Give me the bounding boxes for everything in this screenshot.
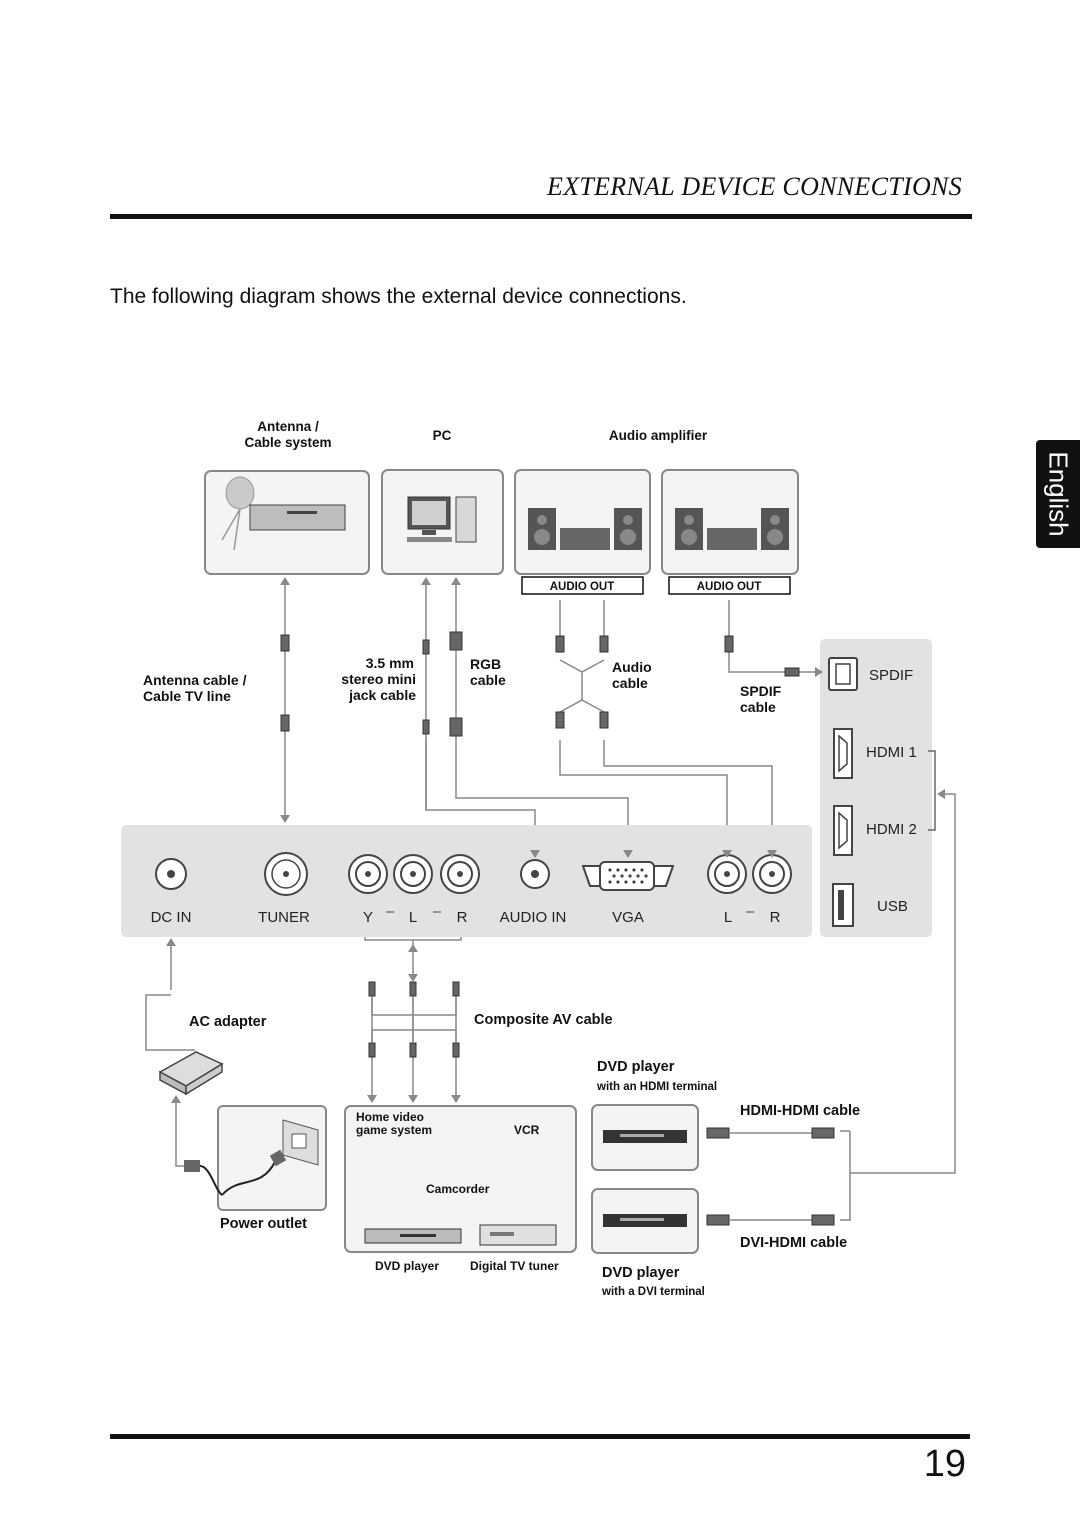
- audio-cable-label-2: cable: [612, 675, 648, 691]
- audio-in-jack[interactable]: [521, 860, 549, 888]
- section-title: EXTERNAL DEVICE CONNECTIONS: [547, 172, 962, 201]
- tuner-label: TUNER: [258, 909, 310, 926]
- dvd-hdmi-sublabel: with an HDMI terminal: [597, 1081, 718, 1093]
- digital-tv-tuner-label: Digital TV tuner: [470, 1259, 559, 1273]
- vcr-label: VCR: [514, 1123, 540, 1137]
- home-video-label-1: Home video: [356, 1110, 425, 1124]
- dvd-player-small-icon: [365, 1229, 461, 1243]
- pc-label: PC: [432, 428, 452, 443]
- y-label: Y: [362, 909, 374, 926]
- vga-port[interactable]: [583, 862, 673, 890]
- mini-jack-label-1: 3.5 mm: [365, 655, 414, 671]
- audio-cable-label-1: Audio: [612, 659, 652, 675]
- component-y-jack[interactable]: [349, 855, 387, 893]
- dvd-dvi-label: DVD player: [602, 1265, 680, 1281]
- usb-port[interactable]: [833, 884, 853, 926]
- dvd-hdmi-label: DVD player: [597, 1059, 675, 1075]
- hdmi-1-port[interactable]: [834, 729, 852, 778]
- analog-l-label: L: [723, 909, 733, 926]
- dvi-hdmi-cable-label: DVI-HDMI cable: [740, 1235, 848, 1251]
- dvd-player-small-label: DVD player: [375, 1259, 440, 1273]
- spdif-cable-label-2: cable: [740, 699, 776, 715]
- vga-label: VGA: [612, 909, 644, 926]
- digital-tuner-icon: [480, 1225, 556, 1245]
- rgb-cable-label-1: RGB: [470, 656, 502, 672]
- dvd-dvi-icon: [603, 1214, 687, 1227]
- analog-r-label: R: [769, 909, 781, 926]
- audio-out-label-2: AUDIO OUT: [696, 581, 762, 593]
- rgb-cable-label-2: cable: [470, 672, 506, 688]
- set-top-box-icon: [250, 505, 345, 530]
- mini-jack-label-3: jack cable: [349, 687, 416, 703]
- tuner-jack[interactable]: [265, 853, 307, 895]
- mini-jack-label-2: stereo mini: [341, 671, 416, 687]
- hdmi-1-label: HDMI 1: [866, 744, 917, 761]
- audio-r-jack[interactable]: [441, 855, 479, 893]
- ac-adapter-icon: [160, 1052, 222, 1094]
- l-label: L: [408, 909, 418, 926]
- pc-tower-icon: [456, 497, 476, 542]
- antenna-icon: [226, 477, 254, 509]
- dvd-hdmi-icon: [603, 1130, 687, 1143]
- language-tab-label: English: [1043, 451, 1074, 537]
- antenna-label: Antenna /: [257, 419, 319, 434]
- audio-l-jack[interactable]: [394, 855, 432, 893]
- spdif-port-label: SPDIF: [869, 667, 914, 684]
- intro-text: The following diagram shows the external device connections.: [110, 285, 687, 308]
- hdmi-2-label: HDMI 2: [866, 821, 917, 838]
- r-label: R: [456, 909, 468, 926]
- dvd-dvi-sublabel: with a DVI terminal: [602, 1286, 705, 1298]
- analog-audio-l-jack[interactable]: [708, 855, 746, 893]
- hdmi-hdmi-cable-label: HDMI-HDMI cable: [740, 1103, 861, 1119]
- audio-amplifier-label: Audio amplifier: [608, 428, 708, 443]
- cable-system-label: Cable system: [244, 435, 332, 450]
- ac-adapter-label: AC adapter: [189, 1014, 267, 1030]
- audio-out-label-1: AUDIO OUT: [549, 581, 615, 593]
- footer-rule: [110, 1434, 970, 1439]
- usb-label: USB: [877, 898, 908, 915]
- camcorder-label: Camcorder: [426, 1182, 490, 1196]
- power-outlet-label: Power outlet: [220, 1216, 308, 1232]
- composite-cable-label: Composite AV cable: [474, 1012, 613, 1028]
- analog-audio-r-jack[interactable]: [753, 855, 791, 893]
- page-number: 19: [923, 1443, 966, 1485]
- spdif-port[interactable]: [829, 658, 857, 690]
- dc-in-label: DC IN: [150, 909, 192, 926]
- hdmi-2-port[interactable]: [834, 806, 852, 855]
- cable-tv-line-label: Cable TV line: [143, 688, 231, 704]
- antenna-cable-label: Antenna cable /: [143, 672, 247, 688]
- home-video-label-2: game system: [356, 1123, 433, 1137]
- dc-in-jack[interactable]: [156, 859, 186, 889]
- spdif-cable-label-1: SPDIF: [740, 683, 782, 699]
- audio-in-label: AUDIO IN: [499, 909, 567, 926]
